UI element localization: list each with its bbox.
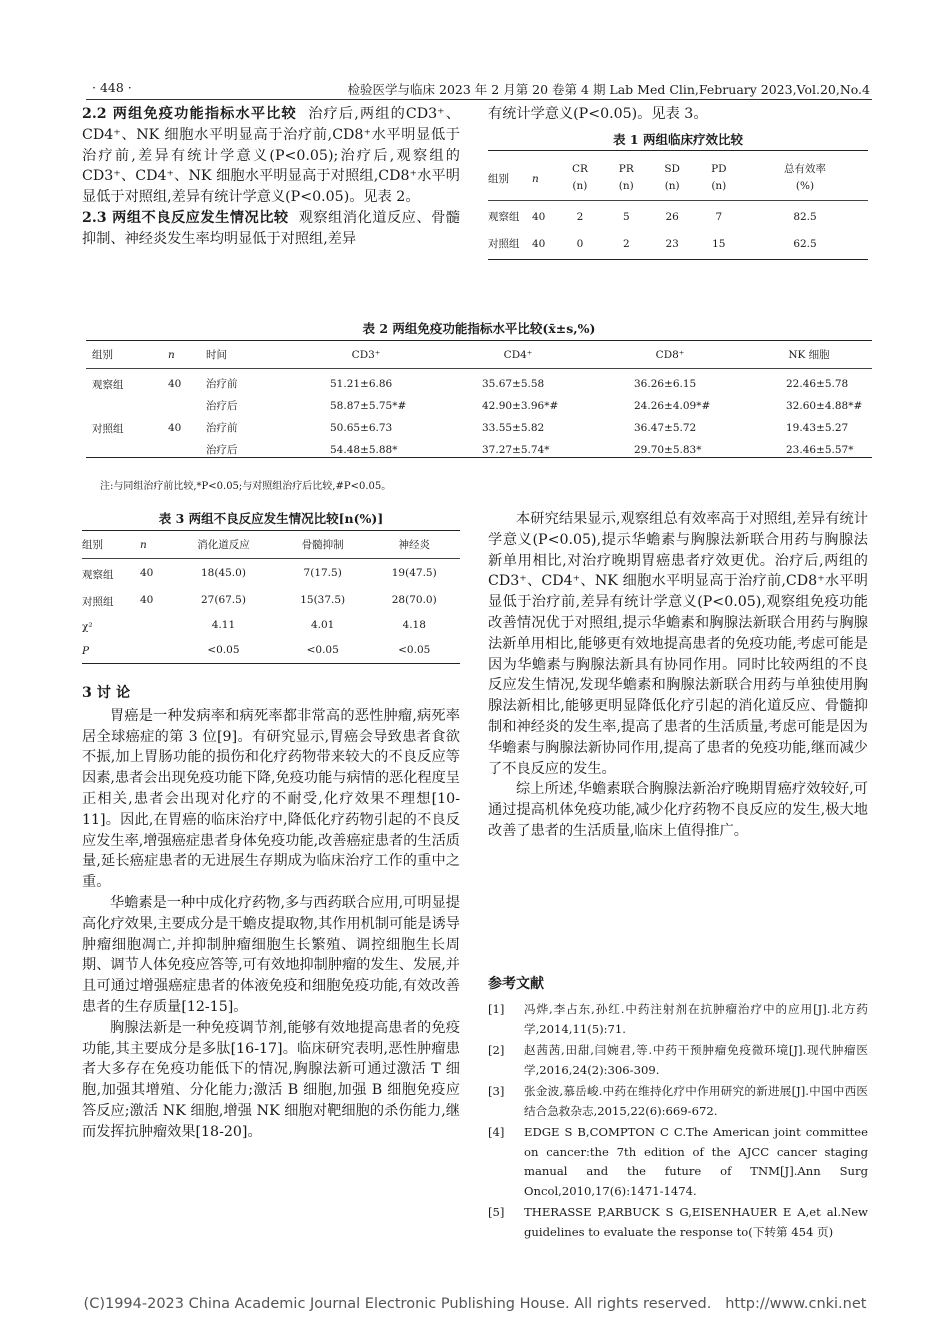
discussion-p2: 华蟾素是一种中成化疗药物,多与西药联合应用,可明显提高化疗效果,主要成分是干蟾皮提取物,其作用机制可能是诱导肿瘤细胞凋亡,并抑制肿瘤细胞生长繁殖、调控细胞生长周期、调节人体免疫应答等,可有效地抑制肿瘤的发生、发展,并且可通过增强癌症患者的体液免疫和细胞免疫功能,有效改善患者的生存质量[12-15]。 [82,894,460,1015]
table3-cell: 27(67.5) [200,593,246,606]
table2-caption: 表 2 两组免疫功能指标水平比较(x̄±s,%) [362,321,596,336]
table3-header-digestive: 消化道反应 [197,539,250,551]
table2-cell: 51.21±6.86 [330,377,393,390]
table2-header-n: n [168,348,175,361]
table1-cell: 对照组 [488,238,520,250]
table2-cell: 24.26±4.09*# [634,399,711,412]
section-2-3-title: 2.3 两组不良反应发生情况比较 [82,209,289,226]
table3-cell: P [82,645,90,657]
references-title: 参考文献 [488,976,544,992]
reference-item [488,1123,868,1201]
table1-header-pd: PD [711,162,727,175]
section-3-title: 3 讨 论 [82,685,131,701]
table3 [82,530,460,664]
table1-cell: 2 [576,210,584,223]
table2-cell: 观察组 [92,379,124,391]
table2-cell: 42.90±3.96*# [482,399,559,412]
table2-header-cd8: CD8⁺ [655,348,685,361]
references-list [488,1000,868,1244]
table3-header-group: 组别 [82,539,103,551]
table2-cell: 40 [168,421,182,434]
table1-sub-total: (%) [795,180,815,192]
table2-cell: 33.55±5.82 [482,421,545,434]
table1-cell: 23 [665,237,679,250]
table2-cell [168,442,206,458]
table2-cell: 32.60±4.88*# [786,399,863,412]
table2-cell: 36.47±5.72 [634,421,697,434]
table3-cell: 4.18 [402,619,426,631]
table3-cell: 对照组 [82,596,114,608]
reference-number: [3] [488,1084,505,1098]
table1-header-cr: CR [571,162,588,175]
reference-text: EDGE S B,COMPTON C C.The American joint committee on cancer:the 7th edition of the AJCC cancer staging manual and the future of TNM[J].Ann Surg Oncol,2010,17(6):1471-1474. [524,1125,868,1198]
table3-cell [140,637,170,664]
table3-cell: <0.05 [398,644,431,656]
discussion-p5: 综上所述,华蟾素联合胸腺法新治疗晚期胃癌疗效较好,可通过提高机体免疫功能,减少化疗药物不良反应的发生,极大地改善了患者的生活质量,临床上值得推广。 [488,781,868,839]
table1-sub-pd: (n) [711,180,727,192]
discussion-p4: 本研究结果显示,观察组总有效率高于对照组,差异有统计学意义(P<0.05),提示华蟾素与胸腺法新联合用药与胸腺法新单用相比,对治疗晚期胃癌患者疗效更优。治疗后,两组的 CD3⁺、CD4⁺、NK 细胞水平明显高于治疗前,CD8⁺水平明显低于治疗前,差异有统计学意义(P<0.05),观察组免疫功能改善情况优于对照组,提示华蟾素和胸腺法新联合用药与胸腺法新单用相比,能够更有效地提高患者的免疫功能,考虑可能是因为华蟾素与胸腺法新具有协同作用。同时比较两组的不良反应发生情况,发现华蟾素和胸腺法新联合用药与单独使用胸腺法新相比,能够更明显降低化疗引起的消化道反应、骨髓抑制和神经炎的发生率,提高了患者的生活质量,考虑可能是因为华蟾素与胸腺法新协同作用,提高了患者的免疫功能,继而减少了不良反应的发生。 [488,511,868,777]
table1-cell: 40 [532,210,546,223]
reference-item [488,1041,868,1080]
discussion-left [82,683,460,1143]
table2-cell: 40 [168,377,182,390]
table3-cell: 28(70.0) [391,593,437,606]
table2-cell: 36.26±6.15 [634,377,697,390]
discussion-right [488,509,868,842]
table2-cell: 54.48±5.88* [330,443,398,456]
table1-cell: 7 [715,210,723,223]
reference-number: [2] [488,1043,505,1057]
table2-note: 注:与同组治疗前比较,*P<0.05;与对照组治疗后比较,#P<0.05。 [100,481,392,492]
table3-header-marrow: 骨髓抑制 [301,539,344,551]
reference-number: [4] [488,1125,505,1139]
table1 [488,150,868,260]
table1-cell: 62.5 [793,237,817,250]
table2-cell: 23.46±5.57* [786,443,854,456]
table3-cell: 40 [140,593,154,606]
table2-header-group: 组别 [92,349,113,361]
table2 [86,340,872,458]
table3-cell: χ² [82,621,93,633]
table2-cell [168,398,206,413]
table3-cell: 19(47.5) [391,566,437,579]
table2-cell: 治疗前 [206,378,238,390]
table2-cell: 对照组 [92,423,124,435]
table1-cell: 2 [622,237,630,250]
table1-cell: 26 [665,210,679,223]
table2-cell: 35.67±5.58 [482,377,545,390]
reference-item [488,1082,868,1121]
table1-cell: 0 [576,237,584,250]
table2-cell [86,398,168,413]
table3-cell: 4.11 [211,619,236,631]
reference-item [488,1000,868,1039]
table1-sub-sd: (n) [664,180,680,192]
reference-number: [5] [488,1205,505,1219]
table2-header-time: 时间 [206,349,227,361]
table2-cell [86,442,168,458]
table3-cell: 观察组 [82,569,114,581]
table2-cell: 50.65±6.73 [330,421,393,434]
right-top-text: 有统计学意义(P<0.05)。见表 3。 [488,106,708,122]
reference-number: [1] [488,1002,505,1016]
table3-cell: 15(37.5) [300,593,346,606]
header-rule [86,99,872,100]
table3-caption: 表 3 两组不良反应发生情况比较[n(%)] [158,511,384,526]
table1-header-n: n [532,172,539,185]
section-2-3-text: 观察组消化道反应、骨髓抑制、神经炎发生率均明显低于对照组,差异 [82,209,460,247]
table1-sub-cr: (n) [572,180,588,192]
table1-cell: 5 [622,210,630,223]
table1-header-total: 总有效率 [784,163,826,175]
section-2-2-title: 2.2 两组免疫功能指标水平比较 [82,106,297,122]
left-top-column [82,104,460,250]
table2-cell: 22.46±5.78 [786,377,849,390]
discussion-p1: 胃癌是一种发病率和病死率都非常高的恶性肿瘤,病死率居全球癌症的第 3 位[9]。有研究显示,胃癌会导致患者食欲不振,加上胃肠功能的损伤和化疗药物带来较大的不良反应等因素,患者会出现免疫功能下降,免疫功能与病情的恶化程度呈正相关,患者会出现对化疗的不耐受,化疗效果不理想[10-11]。因此,在胃癌的临床治疗中,降低化疗药物引起的不良反应发生率,增强癌症患者身体免疫功能,改善癌症患者的生活质量,延长癌症患者的无进展生存期成为临床治疗工作的重中之重。 [82,707,460,891]
table3-cell: <0.05 [207,644,240,656]
table1-header-sd: SD [664,162,680,175]
discussion-p3: 胸腺法新是一种免疫调节剂,能够有效地提高患者的免疫功能,其主要成分是多肽[16-17]。临床研究表明,恶性肿瘤患者大多存在免疫功能低下的情况,胸腺法新可通过激活 T 细胞,加强其增殖、分化能力;激活 B 细胞,加强 B 细胞免疫应答反应;激活 NK 细胞,增强 NK 细胞对靶细胞的杀伤能力,继而发挥抗肿瘤效果[18-20]。 [82,1019,460,1140]
table3-cell [140,613,170,637]
table2-cell: 治疗前 [206,422,238,434]
table2-cell: 治疗后 [206,400,238,412]
table2-cell: 治疗后 [206,444,238,456]
table2-cell: 37.27±5.74* [482,443,550,456]
reference-text: 冯烨,李占东,孙红.中药注射剂在抗肿瘤治疗中的应用[J].北方药学,2014,11(5):71. [524,1002,868,1036]
table3-header-n: n [140,538,147,551]
table2-header-nk: NK 细胞 [788,349,830,361]
running-header: 检验医学与临床 2023 年 2 月第 20 卷第 4 期 Lab Med Clin,February 2023,Vol.20,No.4 [347,82,870,97]
reference-text: 赵茜茜,田甜,闫婉君,等.中药干预肿瘤免疫微环境[J].现代肿瘤医学,2016,24(2):306-309. [524,1043,868,1077]
table2-cell: 19.43±5.27 [786,421,849,434]
table3-header-neuritis: 神经炎 [398,539,430,551]
table1-header-group: 组别 [488,173,509,185]
table1-cell: 观察组 [488,211,520,223]
table3-cell: 40 [140,566,154,579]
table1-caption: 表 1 两组临床疗效比较 [613,132,743,147]
reference-text: 张金波,慕岳峻.中药在维持化疗中作用研究的新进展[J].中国中西医结合急救杂志,2015,22(6):669-672. [524,1084,868,1118]
table1-cell: 82.5 [793,210,817,223]
table1-cell: 15 [712,237,726,250]
table3-cell: <0.05 [306,644,339,656]
table2-header-cd3: CD3⁺ [351,348,381,361]
table2-cell: 58.87±5.75*# [330,399,407,412]
copyright-footer: (C)1994-2023 China Academic Journal Electronic Publishing House. All rights reserved. http://www.cnki.net [83,1296,867,1312]
table2-cell: 29.70±5.83* [634,443,702,456]
reference-item [488,1203,868,1242]
table3-cell: 7(17.5) [303,566,342,579]
table1-cell: 40 [532,237,546,250]
section-2-2-text: 治疗后,两组的CD3⁺、CD4⁺、NK 细胞水平明显高于治疗前,CD8⁺水平明显低于治疗前,差异有统计学意义(P<0.05);治疗后,观察组的 CD3⁺、CD4⁺、NK 细胞水平明显高于对照组,CD8⁺水平明显低于对照组,差异有统计学意义(P<0.05)。见表 2。 [82,106,460,206]
table3-cell: 4.01 [310,619,335,631]
page-number: · 448 · [92,80,132,95]
reference-text: THERASSE P,ARBUCK S G,EISENHAUER E A,et al.New guidelines to evaluate the response to(下转第 454 页) [524,1205,868,1239]
table2-header-cd4: CD4⁺ [503,348,533,361]
table3-cell: 18(45.0) [200,566,246,579]
table1-header-pr: PR [618,162,634,175]
table1-sub-pr: (n) [618,180,634,192]
